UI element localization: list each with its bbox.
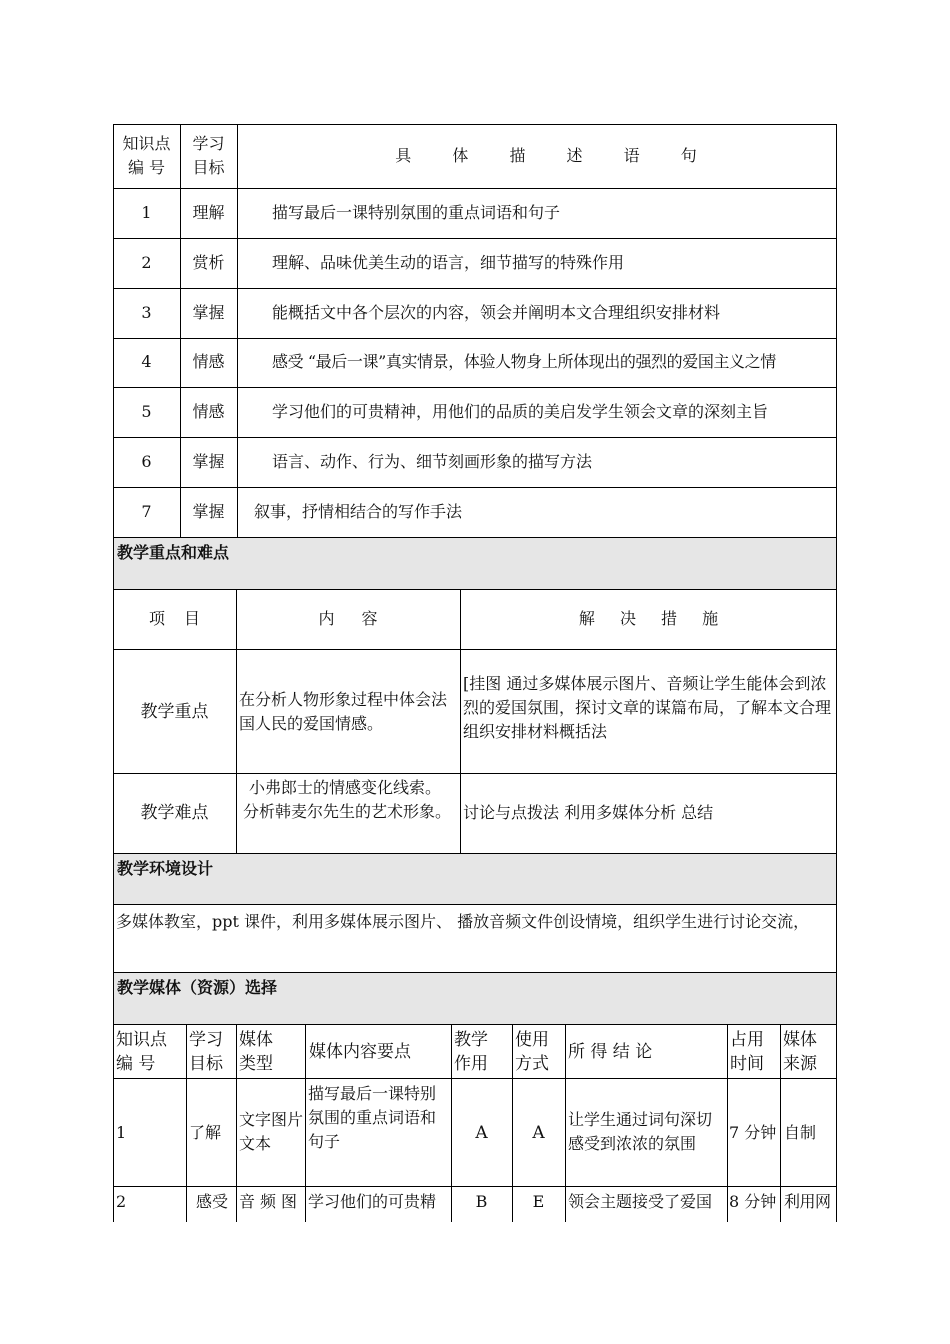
media-header-goal: 学习 目标 bbox=[189, 1030, 223, 1074]
row-1-no: 1 bbox=[141, 203, 152, 222]
media-header-result: 所 得 结 论 bbox=[568, 1042, 653, 1062]
media-header-type: 媒体 类型 bbox=[239, 1030, 273, 1074]
media-header-no: 知识点 编 号 bbox=[116, 1030, 167, 1074]
kp-header-content: 内 容 bbox=[318, 609, 378, 628]
media-row-1-time: 7 分钟 bbox=[729, 1123, 777, 1142]
media-row-2-source: 利用网 bbox=[784, 1192, 831, 1211]
row-2-no: 2 bbox=[141, 253, 152, 272]
media-row-2-role: B bbox=[475, 1192, 488, 1211]
kp-row-2-item: 教学难点 bbox=[140, 803, 209, 823]
media-row-1-source: 自制 bbox=[784, 1123, 817, 1142]
row-7-no: 7 bbox=[141, 502, 152, 521]
kp-row-2-content: 小弗郎士的情感变化线索。 分析韩麦尔先生的艺术形象。 bbox=[243, 778, 452, 821]
row-3-goal: 掌握 bbox=[192, 303, 225, 322]
row-6-goal: 掌握 bbox=[192, 452, 225, 471]
media-row-1-type: 文字图片文本 bbox=[239, 1110, 304, 1153]
media-row-2-no: 2 bbox=[116, 1192, 127, 1211]
media-header-time: 占用 时间 bbox=[730, 1030, 764, 1074]
media-row-2-result: 领会主题接受了爱国 bbox=[568, 1192, 713, 1211]
row-5-goal: 情感 bbox=[192, 402, 225, 421]
row-4-goal: 情感 bbox=[192, 352, 225, 371]
kp-row-1-content: 在分析人物形象过程中体会法国人民的爱国情感。 bbox=[239, 690, 448, 733]
media-row-2-goal: 感受 bbox=[196, 1192, 229, 1211]
media-header-source: 媒体 来源 bbox=[783, 1030, 817, 1074]
kp-row-1-measure: [挂图 通过多媒体展示图片、音频让学生能体会到浓烈的爱国氛围，探讨文章的谋篇布局，了解本文合理组织安排材料概括法 bbox=[463, 674, 832, 741]
kp-row-1-item: 教学重点 bbox=[140, 702, 209, 722]
media-row-2-type: 音频图 bbox=[239, 1192, 303, 1211]
row-4-no: 4 bbox=[141, 352, 152, 371]
row-1-desc: 描写最后一课特别氛围的重点词语和句子 bbox=[272, 203, 561, 222]
row-5-no: 5 bbox=[141, 402, 152, 421]
row-1-goal: 理解 bbox=[192, 203, 225, 222]
media-row-2-time: 8 分钟 bbox=[729, 1192, 777, 1211]
row-5-desc: 学习他们的可贵精神，用他们的品质的美启发学生领会文章的深刻主旨 bbox=[272, 402, 769, 421]
media-header-content: 媒体内容要点 bbox=[309, 1042, 411, 1062]
kp-row-2-measure: 讨论与点拨法 利用多媒体分析 总结 bbox=[463, 803, 714, 822]
media-row-1-role: A bbox=[475, 1123, 488, 1143]
row-7-goal: 掌握 bbox=[192, 502, 225, 521]
header-learning-goal: 学习 目标 bbox=[192, 134, 225, 177]
row-3-desc: 能概括文中各个层次的内容，领会并阐明本文合理组织安排材料 bbox=[272, 303, 721, 322]
media-row-2-use: E bbox=[532, 1192, 545, 1211]
row-6-desc: 语言、动作、行为、细节刻画形象的描写方法 bbox=[272, 452, 593, 471]
environment-band bbox=[114, 854, 836, 904]
media-row-1-use: A bbox=[532, 1123, 545, 1143]
row-4-desc: 感受 “最后一课”真实情景，体验人物身上所体现出的强烈的爱国主义之情 bbox=[272, 352, 776, 371]
row-2-goal: 赏析 bbox=[192, 253, 225, 272]
row-7-desc: 叙事，抒情相结合的写作手法 bbox=[254, 502, 463, 521]
media-header-role: 教学 作用 bbox=[454, 1030, 488, 1074]
media-header-use: 使用 方式 bbox=[515, 1030, 549, 1074]
media-row-1-result: 让学生通过词句深切感受到浓浓的氛围 bbox=[568, 1110, 713, 1153]
section-title-media: 教学媒体（资源）选择 bbox=[117, 978, 278, 997]
media-row-2-content: 学习他们的可贵精 bbox=[308, 1192, 437, 1211]
row-6-no: 6 bbox=[141, 452, 152, 471]
row-3-no: 3 bbox=[141, 303, 152, 322]
header-description: 具 体 描 述 语 句 bbox=[395, 146, 715, 165]
row-2-desc: 理解、品味优美生动的语言，细节描写的特殊作用 bbox=[272, 253, 625, 272]
environment-text: 多媒体教室，ppt 课件，利用多媒体展示图片、 播放音频文件创设情境，组织学生进行讨论交流， bbox=[116, 912, 810, 931]
header-knowledge-no: 知识点 编 号 bbox=[122, 134, 171, 177]
media-row-1-goal: 了解 bbox=[189, 1123, 222, 1142]
section-title-environment: 教学环境设计 bbox=[117, 859, 214, 878]
media-row-1-no: 1 bbox=[116, 1123, 127, 1142]
kp-header-measure: 解 决 措 施 bbox=[578, 609, 719, 628]
kp-header-item: 项 目 bbox=[148, 609, 201, 628]
media-row-1-content: 描写最后一课特别氛围的重点词语和句子 bbox=[308, 1084, 437, 1151]
section-title-key-points: 教学重点和难点 bbox=[117, 543, 230, 562]
